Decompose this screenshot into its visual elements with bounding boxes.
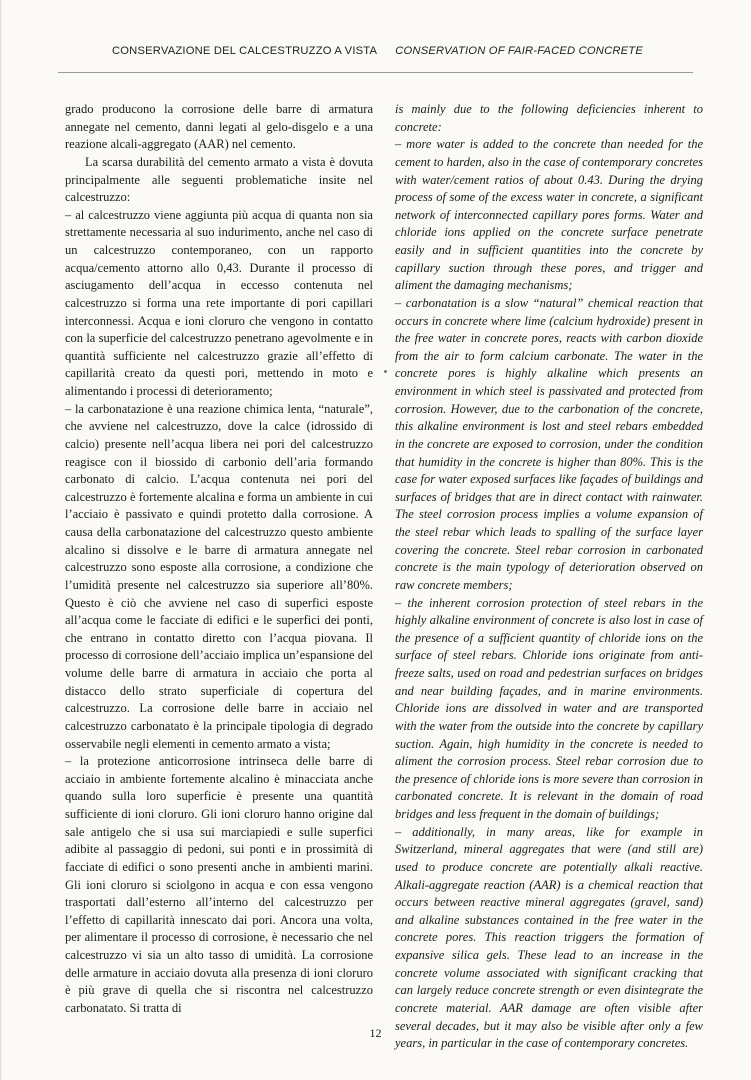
english-list-item: – more water is added to the concrete than needed for the cement to harden, also in the case of contemporary concretes with water/cement ratios of about 0.43. During the drying process of some of the excess water in concrete, a significant network of interconnected capillary pores forms. Water and chloride ions applied on the concrete surface penetrate easily and in sufficient quantities into the concrete by capillary suction through these pores, and trigger and aliment the damaging mechanisms; xyxy=(395,137,703,293)
page-number: 12 xyxy=(369,1026,382,1040)
header-divider xyxy=(58,72,693,73)
english-list-item: – carbonatation is a slow “natural” chemical reaction that occurs in concrete where lime (calcium hydroxide) present in the free water in concrete pores, reacts with carbon dioxide from the air to form calcium carbonate. The water in the concrete pores is highly alkaline which presents an environment in which steel is passivated and protected from corrosion. However, due to the carbonation of the concrete, this alkaline environment is lost and steel rebars embedded in the concrete are exposed to corrosion, under the condition that humidity in the concrete is higher than 80%. This is the case for water exposed surfaces like façades of buildings and surfaces of bridges that are in direct contact with rainwater. The steel corrosion process implies a volume expansion of the steel rebar which leads to spalling of the surface layer covering the concrete. Steel rebar corrosion in carbonated concrete is the main typology of deterioration observed on raw concrete members; xyxy=(395,295,703,592)
italian-text-column xyxy=(65,101,373,1018)
english-list-item: – the inherent corrosion protection of steel rebars in the highly alkaline environment of concrete is also lost in case of the presence of a sufficient quantity of chloride ions on the surface of steel rebars. Chloride ions originate from anti-freeze salts, used on road and pedestrian surfaces on bridges and near building façades, and in marine environments. Chloride ions are dissolved in water and are transported with the water from the outside into the concrete by capillary suction. Again, high humidity in the concrete is needed to aliment the corrosion process. Steel rebar corrosion due to the presence of chloride ions is more severe than corrosion in carbonated concrete. It is relevant in the domain of road bridges and less frequent in the domain of buildings; xyxy=(395,595,703,821)
italian-list-item: – la protezione anticorrosione intrinseca delle barre di acciaio in ambiente fortemente alcalino è minacciata anche quando sulla loro superficie è presente una quantità sufficiente di ioni cloruro. Gli ioni cloruro hanno origine dal sale antigelo che si usa sui marciapiedi e sulle superfici adibite al passaggio di pedoni, sui ponti e in prossimità di facciate di edifici o sono presenti anche in ambienti marini. Gli ioni cloruro si sciolgono in acqua e con essa vengono trasportati dall’esterno all’interno del calcestruzzo per l’effetto di capillarità innescato dai pori. Ancora una volta, per alimentare il processo di corrosione, è necessario che nel calcestruzzo vi sia un alto tasso di umidità. La corrosione delle armature in acciaio dovuta alla presenza di ioni cloruro è più grave di quella che si riscontra nel calcestruzzo carbonatato. Si tratta di xyxy=(65,754,373,1015)
scan-speck xyxy=(384,370,387,373)
english-list-item: – additionally, in many areas, like for example in Switzerland, mineral aggregates that were (and still are) used to produce concrete are potentially alkali reactive. Alkali-aggregate reaction (AAR) is a chemical reaction that occurs between reactive mineral aggregates (gravel, sand) and alkaline substances contained in the free water in the concrete pores. This reaction triggers the formation of expansive silica gels. These lead to an increase in the concrete volume associated with significant cracking that can largely reduce concrete strength or even disintegrate the concrete material. AAR damage are often visible after several decades, but it may also be visible after only a few years, in particular in the case of contemporary concretes. xyxy=(395,824,703,1051)
italian-paragraph: grado producono la corrosione delle barre di armatura annegate nel cemento, danni legati al gelo-disgelo e a una reazione alcali-aggregato (AAR) nel cemento. xyxy=(65,102,373,152)
italian-paragraph: La scarsa durabilità del cemento armato a vista è dovuta principalmente alle seguenti problematiche insite nel calcestruzzo: xyxy=(65,154,373,205)
header-italian-title: CONSERVAZIONE DEL CALCESTRUZZO A VISTA xyxy=(112,45,378,57)
header-english-title: CONSERVATION OF FAIR-FACED CONCRETE xyxy=(395,45,643,57)
english-text-column xyxy=(395,101,703,1053)
italian-list-item: – la carbonatazione è una reazione chimica lenta, “naturale”, che avviene nel calcestruzzo, dove la calce (idrossido di calcio) presente nell’acqua libera nei pori del calcestruzzo reagisce con il biossido di carbonio dell’aria formando carbonato di calcio. L’acqua contenuta nei pori del calcestruzzo è fortemente alcalina e forma un ambiente in cui l’acciaio è passivato e quindi protetto dalla corrosione. A causa della carbonatazione del calcestruzzo questo ambiente alcalino si dissolve e le barre di armatura annegate nel calcestruzzo sono esposte alla corrosione, a condizione che l’umidità presente nel calcestruzzo sia superiore all’80%. Questo è ciò che avviene nel caso di superfici esposte all’acqua come le facciate di edifici e le superfici dei ponti, che entrano in contatto diretto con l’acqua piovana. Il processo di corrosione dell’acciaio implica un’espansione del volume delle barre di armatura in acciaio che porta al distacco dello strato superficiale di copertura del calcestruzzo. La corrosione delle barre in acciaio nel calcestruzzo carbonatato è la principale tipologia di degrado osservabile negli elementi in cemento armato a vista; xyxy=(65,401,373,751)
italian-list-item: – al calcestruzzo viene aggiunta più acqua di quanta non sia strettamente necessaria al suo indurimento, anche nel caso di un calcestruzzo contemporaneo, con un rapporto acqua/cemento attorno allo 0,43. Durante il processo di asciugamento dell’acqua in eccesso contenuta nel calcestruzzo si forma una rete importante di pori capillari interconnessi. Acqua e ioni cloruro che vengono in contatto con la superficie del calcestruzzo penetrano agevolmente e in quantità sufficiente nel calcestruzzo grazie all’effetto di capillarità creato da questi pori, mettendo in moto e alimentando i processi di deterioramento; xyxy=(65,207,373,398)
english-paragraph: is mainly due to the following deficiencies inherent to concrete: xyxy=(395,102,703,134)
running-header xyxy=(0,40,751,64)
scan-edge-shadow xyxy=(0,0,2,1080)
